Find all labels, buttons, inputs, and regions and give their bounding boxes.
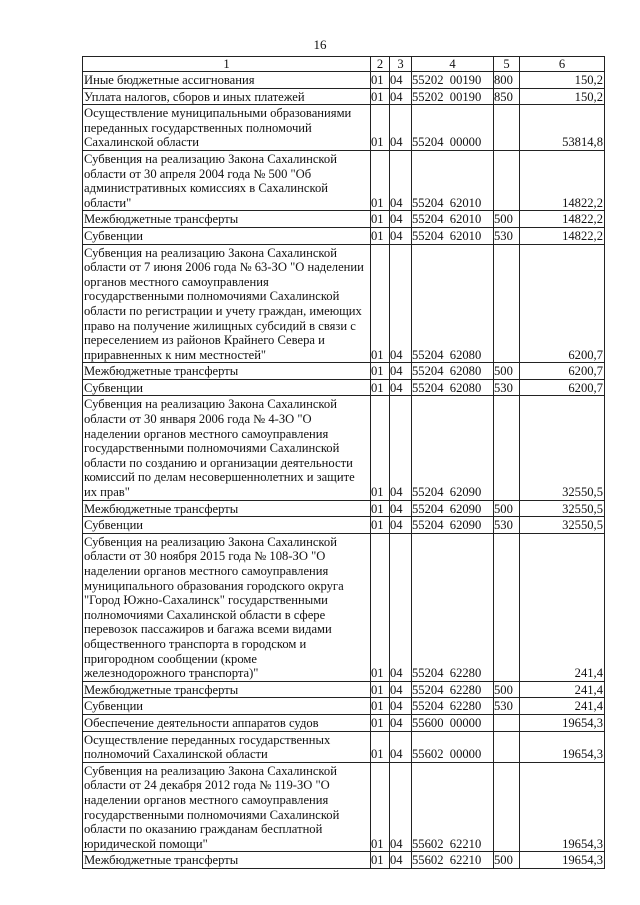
subsection-code: 04 (390, 698, 412, 715)
target-article-code: 55204 00000 (412, 105, 494, 151)
expense-type-code: 500 (494, 211, 520, 228)
section-code: 01 (371, 500, 390, 517)
target-article-code: 55204 62080 (412, 244, 494, 363)
subsection-code: 04 (390, 500, 412, 517)
expense-type-code: 530 (494, 379, 520, 396)
table-row (83, 396, 605, 500)
subsection-code: 04 (390, 150, 412, 210)
amount: 150,2 (520, 88, 605, 105)
page-number: 16 (313, 37, 327, 52)
expense-type-code (494, 396, 520, 500)
row-name: Субвенции (83, 517, 371, 534)
subsection-code: 04 (390, 396, 412, 500)
amount: 32550,5 (520, 500, 605, 517)
section-code: 01 (371, 150, 390, 210)
expense-type-code (494, 105, 520, 151)
target-article-code: 55602 62210 (412, 762, 494, 852)
expense-type-code: 500 (494, 500, 520, 517)
subsection-code: 04 (390, 363, 412, 380)
amount: 241,4 (520, 698, 605, 715)
target-article-code: 55204 62080 (412, 363, 494, 380)
expense-type-code (494, 150, 520, 210)
amount: 14822,2 (520, 211, 605, 228)
section-code: 01 (371, 517, 390, 534)
expense-type-code: 530 (494, 698, 520, 715)
subsection-code: 04 (390, 88, 412, 105)
amount: 241,4 (520, 533, 605, 681)
section-code: 01 (371, 363, 390, 380)
table-row (83, 852, 605, 869)
target-article-code: 55204 62010 (412, 227, 494, 244)
table-row (83, 379, 605, 396)
table-row (83, 500, 605, 517)
row-name: Субвенция на реализацию Закона Сахалинской области от 30 апреля 2004 года № 500 "Об административных комиссиях в Сахалинской области" (83, 150, 371, 210)
target-article-code: 55204 62080 (412, 379, 494, 396)
amount: 53814,8 (520, 105, 605, 151)
target-article-code: 55600 00000 (412, 714, 494, 731)
table-row (83, 88, 605, 105)
column-header: 1 (83, 57, 371, 72)
section-code: 01 (371, 244, 390, 363)
subsection-code: 04 (390, 762, 412, 852)
section-code: 01 (371, 698, 390, 715)
expense-type-code: 530 (494, 227, 520, 244)
table-row (83, 363, 605, 380)
table-row (83, 681, 605, 698)
row-name: Субвенция на реализацию Закона Сахалинской области от 30 января 2006 года № 4-ЗО "О наделении органов местного самоуправления государственными полномочиями Сахалинской области по созданию и организации деятельности комиссий по делам несовершеннолетних и защите их прав" (83, 396, 371, 500)
section-code: 01 (371, 731, 390, 762)
column-header: 2 (371, 57, 390, 72)
column-header: 3 (390, 57, 412, 72)
row-name: Межбюджетные трансферты (83, 852, 371, 869)
column-header: 5 (494, 57, 520, 72)
subsection-code: 04 (390, 227, 412, 244)
budget-table (82, 56, 605, 869)
row-name: Субвенция на реализацию Закона Сахалинской области от 30 ноября 2015 года № 108-ЗО "О наделении органов местного самоуправления муниципального образования городского округа "Город Южно-Сахалинск" государственными полномочиями Сахалинской области в сфере перевозок пассажиров и багажа всеми видами общественного транспорта в городском и пригородном сообщении (кроме железнодорожного транспорта)" (83, 533, 371, 681)
expense-type-code: 800 (494, 72, 520, 89)
expense-type-code: 500 (494, 681, 520, 698)
expense-type-code (494, 533, 520, 681)
column-header: 4 (412, 57, 494, 72)
table-row (83, 150, 605, 210)
table-row (83, 714, 605, 731)
expense-type-code: 850 (494, 88, 520, 105)
row-name: Межбюджетные трансферты (83, 500, 371, 517)
amount: 6200,7 (520, 244, 605, 363)
row-name: Межбюджетные трансферты (83, 363, 371, 380)
subsection-code: 04 (390, 379, 412, 396)
row-name: Субвенции (83, 379, 371, 396)
section-code: 01 (371, 211, 390, 228)
subsection-code: 04 (390, 852, 412, 869)
subsection-code: 04 (390, 731, 412, 762)
target-article-code: 55204 62090 (412, 517, 494, 534)
expense-type-code: 530 (494, 517, 520, 534)
table-row (83, 72, 605, 89)
table-row (83, 731, 605, 762)
target-article-code: 55202 00190 (412, 72, 494, 89)
row-name: Обеспечение деятельности аппаратов судов (83, 714, 371, 731)
section-code: 01 (371, 88, 390, 105)
section-code: 01 (371, 852, 390, 869)
row-name: Иные бюджетные ассигнования (83, 72, 371, 89)
row-name: Субвенция на реализацию Закона Сахалинской области от 7 июня 2006 года № 63-ЗО "О наделении органов местного самоуправления государственными полномочиями Сахалинской области по регистрации и учету граждан, имеющих право на получение жилищных субсидий в связи с переселением из районов Крайнего Севера и приравненных к ним местностей" (83, 244, 371, 363)
section-code: 01 (371, 396, 390, 500)
header-row (83, 57, 605, 72)
table-row (83, 211, 605, 228)
target-article-code: 55204 62280 (412, 681, 494, 698)
target-article-code: 55204 62280 (412, 698, 494, 715)
target-article-code: 55204 62090 (412, 396, 494, 500)
table-row (83, 105, 605, 151)
section-code: 01 (371, 72, 390, 89)
target-article-code: 55202 00190 (412, 88, 494, 105)
row-name: Межбюджетные трансферты (83, 211, 371, 228)
column-header: 6 (520, 57, 605, 72)
row-name: Субвенции (83, 698, 371, 715)
target-article-code: 55204 62280 (412, 533, 494, 681)
amount: 19654,3 (520, 714, 605, 731)
amount: 19654,3 (520, 852, 605, 869)
target-article-code: 55204 62010 (412, 211, 494, 228)
amount: 32550,5 (520, 517, 605, 534)
table-row (83, 227, 605, 244)
table-body (83, 72, 605, 869)
amount: 19654,3 (520, 731, 605, 762)
section-code: 01 (371, 762, 390, 852)
table-row (83, 244, 605, 363)
subsection-code: 04 (390, 211, 412, 228)
amount: 6200,7 (520, 379, 605, 396)
section-code: 01 (371, 714, 390, 731)
expense-type-code (494, 762, 520, 852)
expense-type-code (494, 244, 520, 363)
table-row (83, 517, 605, 534)
amount: 19654,3 (520, 762, 605, 852)
section-code: 01 (371, 533, 390, 681)
section-code: 01 (371, 681, 390, 698)
subsection-code: 04 (390, 105, 412, 151)
subsection-code: 04 (390, 517, 412, 534)
expense-type-code (494, 731, 520, 762)
expense-type-code: 500 (494, 852, 520, 869)
target-article-code: 55602 00000 (412, 731, 494, 762)
amount: 14822,2 (520, 150, 605, 210)
subsection-code: 04 (390, 72, 412, 89)
table-row (83, 762, 605, 852)
amount: 32550,5 (520, 396, 605, 500)
row-name: Осуществление переданных государственных полномочий Сахалинской области (83, 731, 371, 762)
expense-type-code (494, 714, 520, 731)
target-article-code: 55204 62090 (412, 500, 494, 517)
row-name: Субвенции (83, 227, 371, 244)
row-name: Межбюджетные трансферты (83, 681, 371, 698)
row-name: Уплата налогов, сборов и иных платежей (83, 88, 371, 105)
subsection-code: 04 (390, 244, 412, 363)
subsection-code: 04 (390, 681, 412, 698)
section-code: 01 (371, 105, 390, 151)
target-article-code: 55204 62010 (412, 150, 494, 210)
target-article-code: 55602 62210 (412, 852, 494, 869)
amount: 150,2 (520, 72, 605, 89)
section-code: 01 (371, 379, 390, 396)
amount: 6200,7 (520, 363, 605, 380)
subsection-code: 04 (390, 533, 412, 681)
amount: 241,4 (520, 681, 605, 698)
amount: 14822,2 (520, 227, 605, 244)
table-row (83, 533, 605, 681)
row-name: Субвенция на реализацию Закона Сахалинской области от 24 декабря 2012 года № 119-ЗО "О наделении органов местного самоуправления государственными полномочиями Сахалинской области по оказанию гражданам бесплатной юридической помощи" (83, 762, 371, 852)
expense-type-code: 500 (494, 363, 520, 380)
subsection-code: 04 (390, 714, 412, 731)
section-code: 01 (371, 227, 390, 244)
table-row (83, 698, 605, 715)
row-name: Осуществление муниципальными образованиями переданных государственных полномочий Сахалинской области (83, 105, 371, 151)
